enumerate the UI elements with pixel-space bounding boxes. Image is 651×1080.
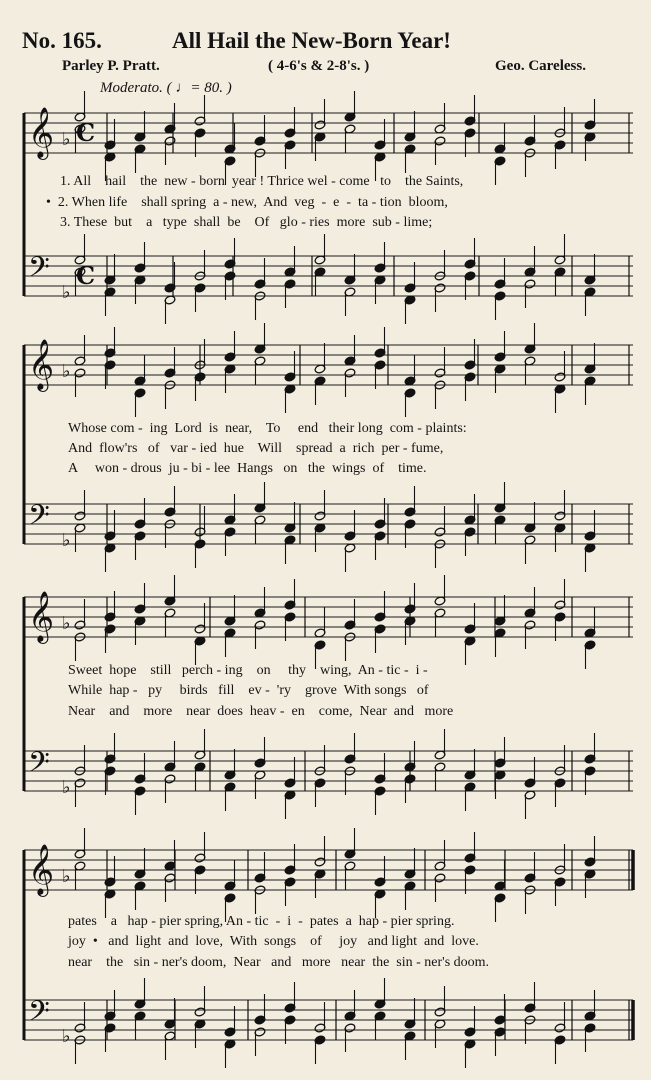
verse-1-line-2: Whose com - ing Lord is near, To end their long com - plaints: — [68, 421, 467, 436]
verse-3-line-4: near the sin - ner's doom, Near and more near the sin - ner's doom. — [68, 955, 490, 970]
verse-1-line-4: pates a hap - pier spring, An - tic - i - pates a hap - pier spring. — [68, 914, 455, 929]
verse-3-line-2: A won - drous ju - bi - lee Hangs on the wings of time. — [68, 461, 427, 476]
verse-1-line-1: 1. All hail the new - born year ! Thrice wel - come to the Saints, — [60, 174, 464, 189]
lyricist-name: Parley P. Pratt. — [62, 58, 160, 74]
hymn-title: All Hail the New-Born Year! — [172, 28, 451, 53]
treble-clef-icon: 𝄞 — [28, 844, 55, 895]
flat-sign-icon: ♭ — [62, 613, 71, 634]
verse-2-line-2: And flow'rs of var - ied hue Will spread a rich per - fume, — [68, 441, 444, 456]
bass-clef-icon: 𝄢 — [28, 746, 50, 786]
flat-sign-icon: ♭ — [62, 866, 71, 887]
verse-3-line-3: Near and more near does heav - en come, Near and more — [68, 704, 454, 719]
flat-sign-icon: ♭ — [62, 361, 71, 382]
common-time-icon: C — [76, 261, 96, 290]
flat-sign-icon: ♭ — [62, 777, 71, 798]
flat-sign-icon: ♭ — [62, 1026, 71, 1047]
flat-sign-icon: ♭ — [62, 282, 71, 303]
tempo-marking: Moderato. ( ♩= 80. ) — [100, 80, 232, 96]
flat-sign-icon: ♭ — [62, 129, 71, 150]
verse-2-line-4: joy • and light and love, With songs of joy and light and love. — [68, 934, 479, 949]
treble-clef-icon: 𝄞 — [28, 339, 55, 390]
composer-name: Geo. Careless. — [495, 58, 586, 74]
hymn-number: No. 165. — [22, 28, 102, 53]
bass-clef-icon: 𝄢 — [28, 499, 50, 539]
meter-label: ( 4-6's & 2-8's. ) — [268, 58, 370, 74]
verse-2-line-3: While hap - py birds fill ev - 'ry grove With songs of — [68, 683, 429, 698]
flat-sign-icon: ♭ — [62, 530, 71, 551]
common-time-icon: C — [76, 118, 96, 147]
bass-clef-icon: 𝄢 — [28, 251, 50, 291]
treble-clef-icon: 𝄞 — [28, 107, 55, 158]
verse-1-line-3: Sweet hope still perch - ing on thy wing, An - tic - i - — [68, 663, 428, 678]
treble-clef-icon: 𝄞 — [28, 591, 55, 642]
verse-3-line-1: 3. These but a type shall be Of glo - ries more sub - lime; — [60, 215, 433, 230]
bass-clef-icon: 𝄢 — [28, 995, 50, 1035]
verse-2-line-1: • 2. When life shall spring a - new, And veg - e - ta - tion bloom, — [46, 195, 448, 210]
